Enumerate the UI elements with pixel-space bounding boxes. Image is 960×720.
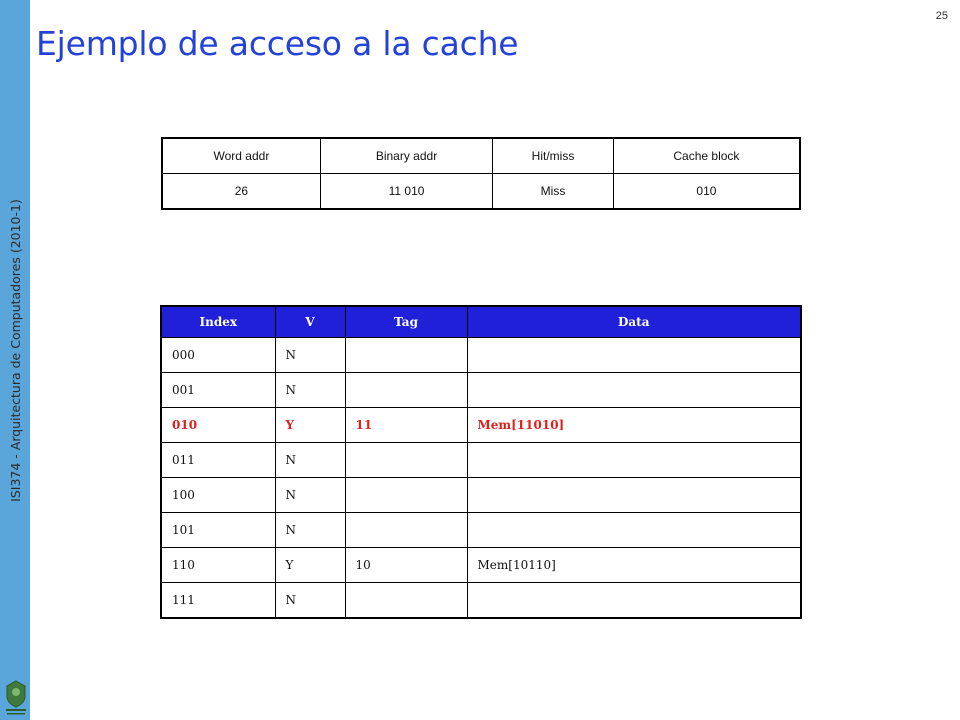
sidebar — [0, 0, 30, 720]
cell-binary-addr: 11 010 — [320, 174, 492, 210]
cell-tag — [345, 513, 467, 548]
cell-hit-miss: Miss — [493, 174, 614, 210]
address-table-row — [162, 174, 800, 210]
cell-index: 010 — [161, 408, 275, 443]
cell-cache-block: 010 — [613, 174, 800, 210]
cell-valid: Y — [275, 408, 345, 443]
cell-valid: N — [275, 443, 345, 478]
cell-valid: N — [275, 373, 345, 408]
cell-index: 111 — [161, 583, 275, 619]
table-row — [161, 338, 801, 373]
cell-index: 000 — [161, 338, 275, 373]
cell-index: 101 — [161, 513, 275, 548]
cell-valid: Y — [275, 548, 345, 583]
cell-valid: N — [275, 478, 345, 513]
cell-data — [467, 513, 801, 548]
header-binary-addr: Binary addr — [320, 138, 492, 174]
course-label: ISI374 - Arquitectura de Computadores (2010-1) — [7, 198, 23, 502]
cell-tag — [345, 443, 467, 478]
cell-word-addr: 26 — [162, 174, 320, 210]
header-valid: V — [275, 306, 345, 338]
table-row — [161, 478, 801, 513]
cell-valid: N — [275, 338, 345, 373]
cell-data: Mem[11010] — [467, 408, 801, 443]
header-cache-block: Cache block — [613, 138, 800, 174]
table-row — [161, 548, 801, 583]
cell-index: 011 — [161, 443, 275, 478]
cell-data — [467, 583, 801, 619]
cell-data — [467, 478, 801, 513]
cell-data: Mem[10110] — [467, 548, 801, 583]
table-row — [161, 373, 801, 408]
cell-data — [467, 443, 801, 478]
table-row — [161, 443, 801, 478]
cell-tag — [345, 338, 467, 373]
cell-index: 001 — [161, 373, 275, 408]
cell-index: 100 — [161, 478, 275, 513]
cell-tag — [345, 583, 467, 619]
cell-valid: N — [275, 513, 345, 548]
cell-tag: 10 — [345, 548, 467, 583]
header-index: Index — [161, 306, 275, 338]
table-row — [161, 513, 801, 548]
address-table-header-row — [162, 138, 800, 174]
header-hit-miss: Hit/miss — [493, 138, 614, 174]
header-tag: Tag — [345, 306, 467, 338]
table-row — [161, 583, 801, 619]
table-row-highlighted — [161, 408, 801, 443]
slide-title: Ejemplo de acceso a la cache — [36, 24, 519, 63]
sidebar-course-text-wrap — [4, 20, 26, 680]
cache-table-header-row — [161, 306, 801, 338]
header-word-addr: Word addr — [162, 138, 320, 174]
address-table — [161, 137, 801, 210]
cell-tag — [345, 478, 467, 513]
cell-data — [467, 338, 801, 373]
page-number: 25 — [935, 10, 948, 22]
cache-table — [160, 305, 802, 619]
cell-tag — [345, 373, 467, 408]
cell-valid: N — [275, 583, 345, 619]
cell-index: 110 — [161, 548, 275, 583]
university-logo — [3, 678, 29, 718]
header-data: Data — [467, 306, 801, 338]
cell-data — [467, 373, 801, 408]
cell-tag: 11 — [345, 408, 467, 443]
